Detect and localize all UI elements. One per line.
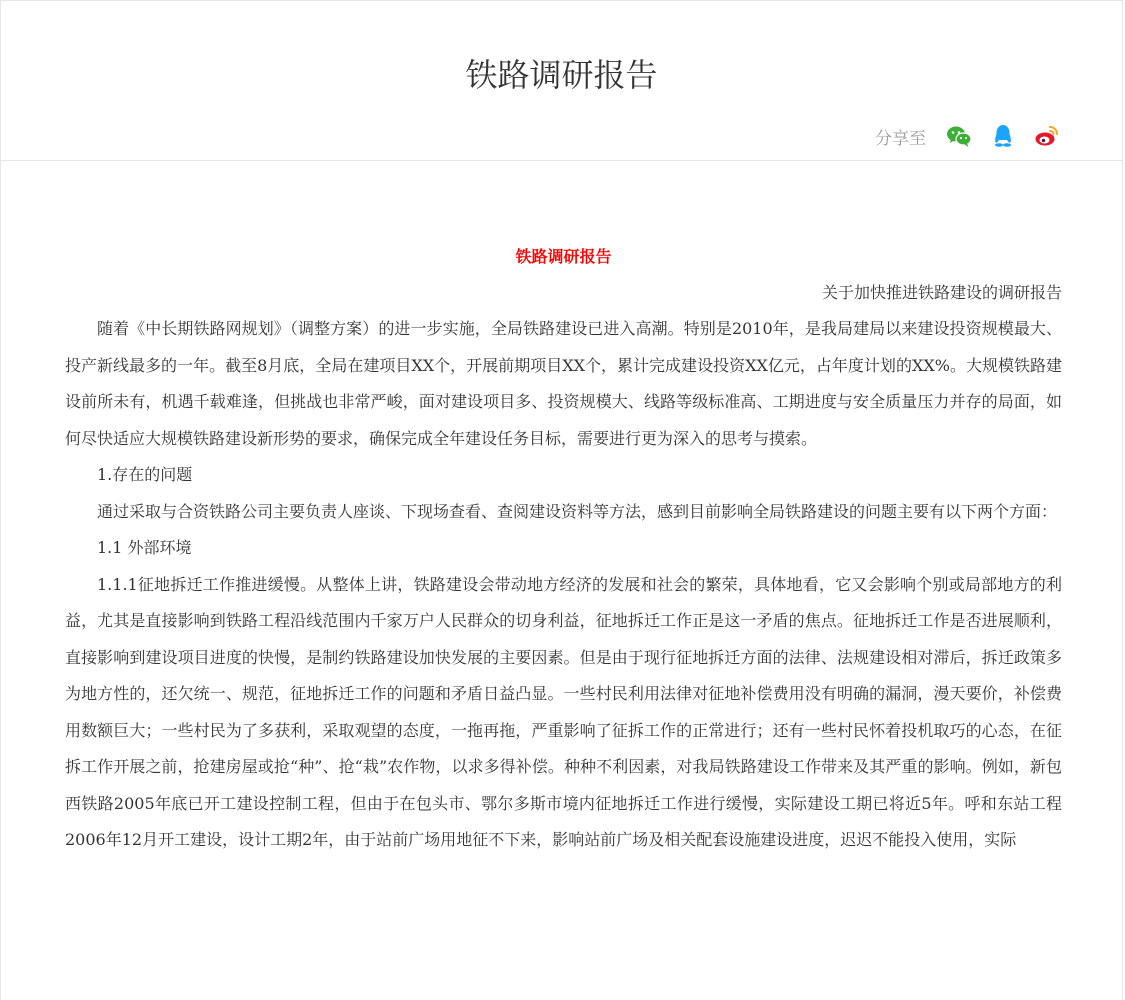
section-heading-problems: 1.存在的问题 [97,465,193,484]
wechat-icon[interactable] [946,123,972,149]
page-title: 铁路调研报告 [465,56,658,94]
article-subtitle: 关于加快推进铁路建设的调研报告 [821,283,1062,302]
article-body [65,239,1062,859]
share-bar [875,121,1060,151]
page-header [1,1,1122,161]
section-heading-external: 1.1 外部环境 [97,538,192,557]
article-title: 铁路调研报告 [515,247,612,266]
paragraph-intro: 随着《中长期铁路网规划》（调整方案）的进一步实施，全局铁路建设已进入高潮。特别是2010年，是我局建局以来建设投资规模最大、投产新线最多的一年。截至8月底，全局在建项目XX个，开展前期项目XX个，累计完成建设投资XX亿元，占年度计划的XX%。大规模铁路建设前所未有，机遇千载难逢，但挑战也非常严峻，面对建设项目多、投资规模大、线路等级标准高、工期进度与安全质量压力并存的局面，如何尽快适应大规模铁路建设新形势的要求，确保完成全年建设任务目标，需要进行更为深入的思考与摸索。 [65,319,1062,448]
weibo-icon[interactable] [1034,123,1060,149]
qq-icon[interactable] [990,123,1016,149]
share-label: 分享至 [875,128,926,149]
paragraph-land-acquisition: 1.1.1征地拆迁工作推进缓慢。从整体上讲，铁路建设会带动地方经济的发展和社会的繁荣，具体地看，它又会影响个别或局部地方的利益，尤其是直接影响到铁路工程沿线范围内千家万户人民群众的切身利益，征地拆迁工作正是这一矛盾的焦点。征地拆迁工作是否进展顺利，直接影响到建设项目进度的快慢，是制约铁路建设加快发展的主要因素。但是由于现行征地拆迁方面的法律、法规建设相对滞后，拆迁政策多为地方性的，还欠统一、规范，征地拆迁工作的问题和矛盾日益凸显。一些村民利用法律对征地补偿费用没有明确的漏洞，漫天要价，补偿费用数额巨大；一些村民为了多获利，采取观望的态度，一拖再拖，严重影响了征拆工作的正常进行；还有一些村民怀着投机取巧的心态，在征拆工作开展之前，抢建房屋或抢“种”、抢“栽”农作物，以求多得补偿。种种不利因素，对我局铁路建设工作带来及其严重的影响。例如，新包西铁路2005年底已开工建设控制工程，但由于在包头市、鄂尔多斯市境内征地拆迁工作进行缓慢，实际建设工期已将近5年。呼和东站工程2006年12月开工建设，设计工期2年，由于站前广场用地征不下来，影响站前广场及相关配套设施建设进度，迟迟不能投入使用，实际 [65,574,1062,849]
paragraph-methods: 通过采取与合资铁路公司主要负责人座谈、下现场查看、查阅建设资料等方法，感到目前影响全局铁路建设的问题主要有以下两个方面： [97,501,1058,521]
